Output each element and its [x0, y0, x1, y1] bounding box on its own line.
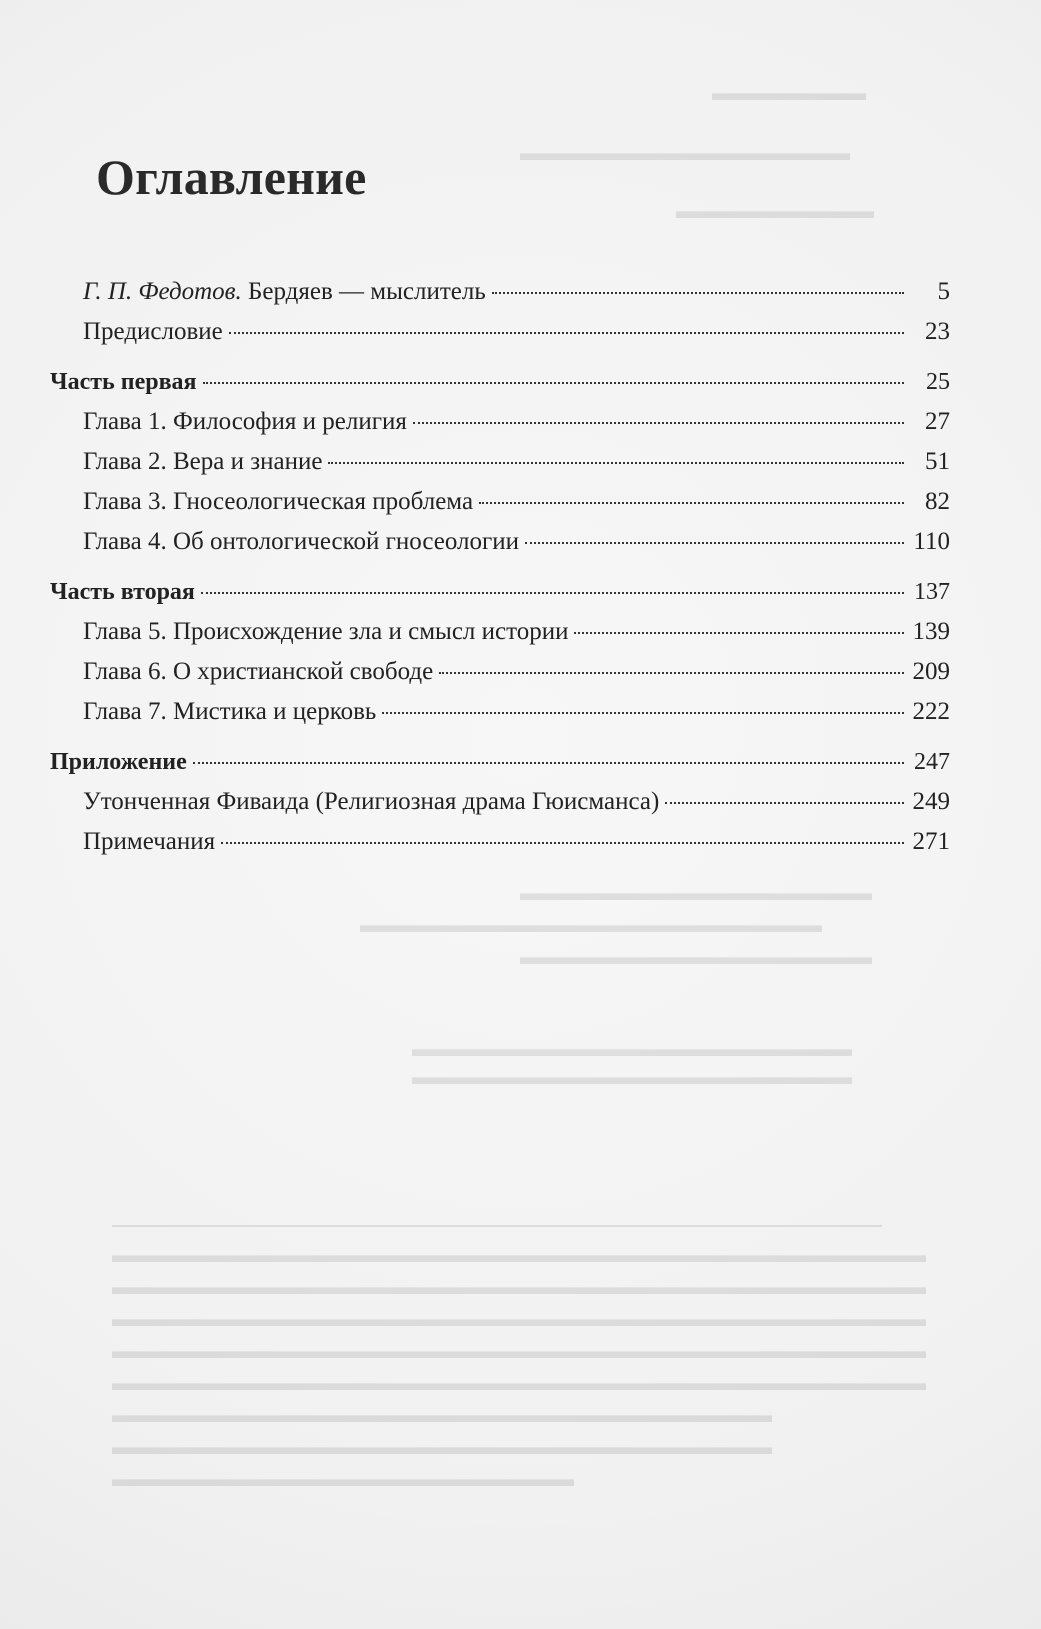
toc-entry	[50, 272, 950, 312]
toc-page-number: 51	[925, 448, 950, 475]
page-title: Оглавление	[96, 149, 367, 205]
toc-page-number: 82	[925, 488, 950, 515]
toc-entry	[50, 312, 950, 352]
toc-page-number: 271	[912, 828, 950, 855]
dot-leader	[525, 542, 904, 544]
toc-page-number: 222	[912, 698, 950, 725]
toc-entry	[50, 782, 950, 822]
show-through-text: ▬▬▬▬▬▬▬▬▬▬▬▬▬▬▬▬	[520, 880, 872, 905]
show-through-text: ▬▬▬▬▬▬▬▬▬▬▬▬▬▬▬▬▬▬▬▬▬	[360, 912, 822, 937]
toc-page-number: 247	[914, 749, 950, 775]
dot-leader	[201, 592, 904, 594]
toc-page-number: 209	[912, 658, 950, 685]
show-through-text: ▬▬▬▬▬▬▬▬▬▬▬▬▬▬▬	[520, 140, 850, 165]
show-through-text: ▬▬▬▬▬▬▬▬▬▬▬▬▬▬▬▬▬▬▬▬	[412, 1036, 852, 1061]
toc-page-number: 23	[925, 318, 950, 345]
toc-part-heading	[50, 572, 950, 612]
toc-entry	[50, 442, 950, 482]
toc-entry-title: Часть вторая	[50, 579, 195, 605]
show-through-text: ▬▬▬▬▬▬▬▬▬▬▬▬▬▬▬▬▬▬▬▬▬	[112, 1466, 574, 1491]
toc-page-number: 137	[914, 579, 950, 605]
toc-entry-title: Утонченная Фиваида (Религиозная драма Гюисманса)	[83, 788, 660, 815]
toc-page-number: 27	[925, 408, 950, 435]
show-through-text: ▬▬▬▬▬▬▬▬▬▬▬▬▬▬▬▬▬▬▬▬▬▬▬▬▬▬▬▬▬▬	[112, 1402, 772, 1427]
dot-leader	[193, 762, 904, 764]
toc-entry	[50, 652, 950, 692]
dot-leader	[492, 292, 904, 294]
dot-leader	[439, 672, 904, 674]
table-of-contents	[50, 272, 950, 862]
show-through-text: ▬▬▬▬▬▬▬▬▬▬▬▬▬▬▬▬▬▬▬▬▬▬▬▬▬▬▬▬▬▬▬▬▬▬▬▬▬	[112, 1338, 926, 1363]
toc-page-number: 139	[912, 618, 950, 645]
show-through-text: ▬▬▬▬▬▬▬▬▬	[676, 198, 874, 223]
dot-leader	[413, 422, 904, 424]
toc-entry-title: Г. П. Федотов. Бердяев — мыслитель	[83, 278, 486, 305]
dot-leader	[382, 712, 904, 714]
show-through-text: ▬▬▬▬▬▬▬▬▬▬▬▬▬▬▬▬	[520, 944, 872, 969]
toc-entry-author: Г. П. Федотов.	[83, 278, 242, 305]
show-through-text: ▬▬▬▬▬▬▬	[712, 80, 866, 105]
toc-page-number: 110	[913, 528, 950, 555]
dot-leader	[203, 382, 904, 384]
dot-leader	[221, 842, 904, 844]
dot-leader	[574, 632, 904, 634]
show-through-text: ▬▬▬▬▬▬▬▬▬▬▬▬▬▬▬▬▬▬▬▬▬▬▬▬▬▬▬▬▬▬▬▬▬▬▬▬▬	[112, 1242, 926, 1267]
toc-entry-title: Глава 4. Об онтологической гносеологии	[83, 528, 520, 555]
toc-entry	[50, 522, 950, 562]
toc-page-number: 249	[912, 788, 950, 815]
toc-page-number: 5	[937, 278, 950, 305]
toc-part-heading	[50, 362, 950, 402]
toc-page-number: 25	[926, 369, 950, 395]
show-through-text: ▬▬▬▬▬▬▬▬▬▬▬▬▬▬▬▬▬▬▬▬▬▬▬▬▬▬▬▬▬▬▬▬▬▬▬▬▬	[112, 1274, 926, 1299]
dot-leader	[665, 802, 904, 804]
show-through-rule	[112, 1225, 882, 1227]
toc-entry	[50, 482, 950, 522]
toc-entry	[50, 692, 950, 732]
toc-entry-title: Глава 6. О христианской свободе	[83, 658, 434, 685]
toc-part-heading	[50, 742, 950, 782]
toc-entry	[50, 612, 950, 652]
dot-leader	[229, 332, 904, 334]
toc-entry	[50, 402, 950, 442]
toc-entry-title: Глава 2. Вера и знание	[83, 448, 323, 475]
toc-entry-title: Часть первая	[50, 369, 197, 395]
toc-entry	[50, 822, 950, 862]
toc-entry-title: Глава 3. Гносеологическая проблема	[83, 488, 474, 515]
show-through-text: ▬▬▬▬▬▬▬▬▬▬▬▬▬▬▬▬▬▬▬▬▬▬▬▬▬▬▬▬▬▬▬▬▬▬▬▬▬	[112, 1370, 926, 1395]
show-through-text: ▬▬▬▬▬▬▬▬▬▬▬▬▬▬▬▬▬▬▬▬	[412, 1064, 852, 1089]
toc-entry-title: Примечания	[83, 828, 216, 855]
toc-entry-title: Глава 7. Мистика и церковь	[83, 698, 377, 725]
toc-entry-title: Глава 1. Философия и религия	[83, 408, 407, 435]
toc-entry-title: Приложение	[50, 749, 187, 775]
show-through-text: ▬▬▬▬▬▬▬▬▬▬▬▬▬▬▬▬▬▬▬▬▬▬▬▬▬▬▬▬▬▬	[112, 1434, 772, 1459]
toc-entry-title: Предисловие	[83, 318, 223, 345]
show-through-text: ▬▬▬▬▬▬▬▬▬▬▬▬▬▬▬▬▬▬▬▬▬▬▬▬▬▬▬▬▬▬▬▬▬▬▬▬▬	[112, 1306, 926, 1331]
dot-leader	[479, 502, 904, 504]
toc-entry-title: Глава 5. Происхождение зла и смысл истории	[83, 618, 569, 645]
dot-leader	[328, 462, 904, 464]
